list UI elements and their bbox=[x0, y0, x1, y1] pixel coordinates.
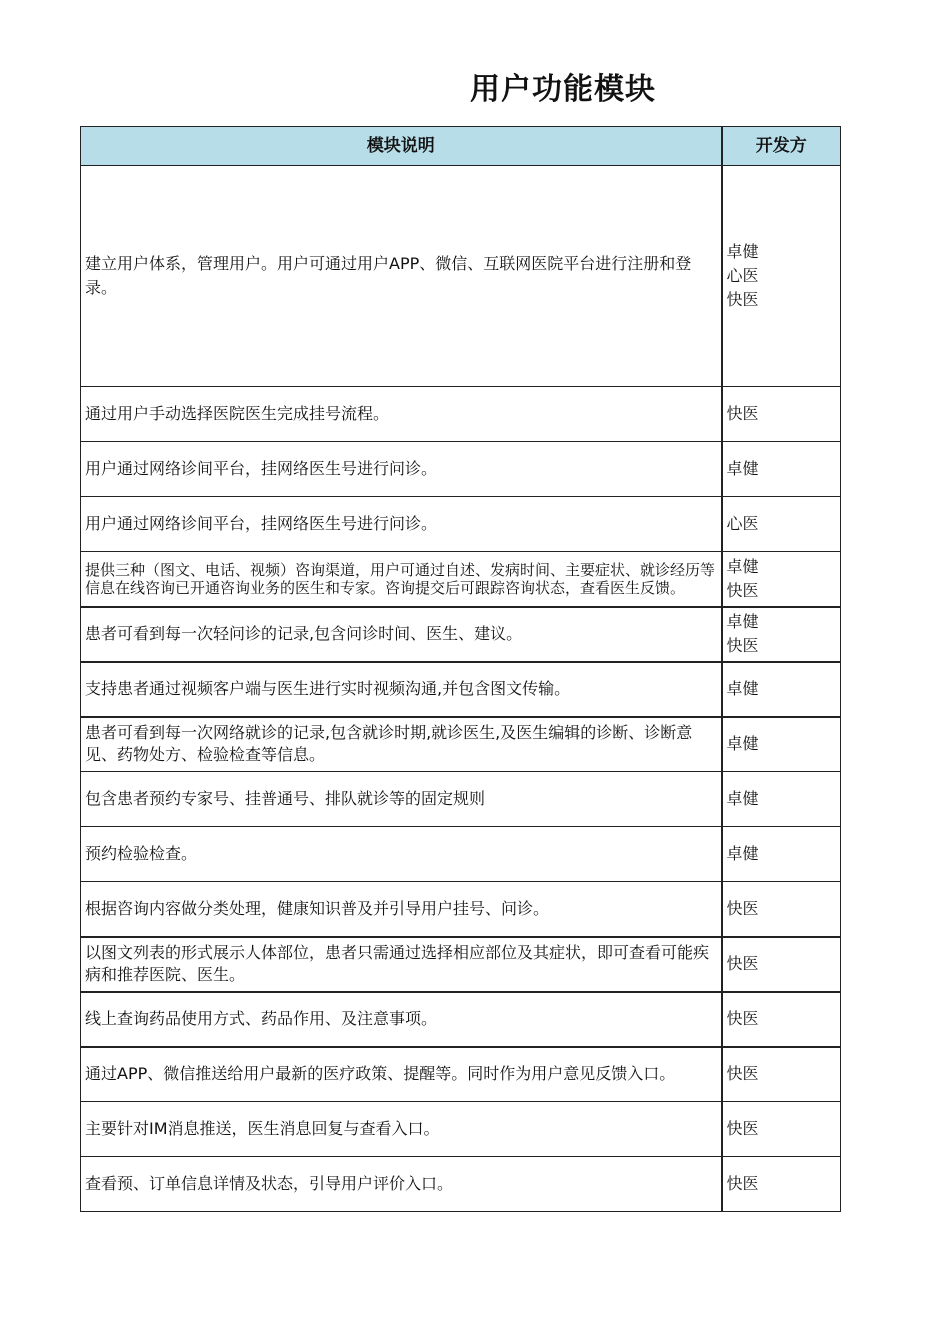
developer-name: 卓健 bbox=[726, 556, 759, 576]
table-row bbox=[81, 1157, 841, 1212]
row-description: 以图文列表的形式展示人体部位，患者只需通过选择相应部位及其症状，即可查看可能疾病和推荐医院、医生。 bbox=[81, 937, 722, 992]
row-description: 通过APP、微信推送给用户最新的医疗政策、提醒等。同时作为用户意见反馈入口。 bbox=[81, 1047, 722, 1102]
table-row bbox=[81, 497, 841, 552]
row-description: 根据咨询内容做分类处理，健康知识普及并引导用户挂号、问诊。 bbox=[81, 882, 722, 937]
table-row bbox=[81, 772, 841, 827]
developer-name: 快医 bbox=[726, 404, 759, 423]
row-developer bbox=[722, 387, 841, 442]
row-developer bbox=[722, 772, 841, 827]
row-developer bbox=[722, 497, 841, 552]
developer-name: 快医 bbox=[726, 1009, 759, 1028]
developer-name: 卓健 bbox=[726, 789, 759, 808]
developer-name: 卓健 bbox=[726, 459, 759, 478]
table-row bbox=[81, 442, 841, 497]
table-row bbox=[81, 717, 841, 772]
table-row bbox=[81, 882, 841, 937]
developer-name: 卓健 bbox=[726, 242, 759, 261]
table-row bbox=[81, 607, 841, 662]
table-row bbox=[81, 662, 841, 717]
row-description: 建立用户体系，管理用户。用户可通过用户APP、微信、互联网医院平台进行注册和登录。 bbox=[81, 166, 722, 387]
developer-name: 卓健 bbox=[726, 612, 759, 631]
row-description: 患者可看到每一次轻问诊的记录,包含问诊时间、医生、建议。 bbox=[81, 607, 722, 662]
row-description: 线上查询药品使用方式、药品作用、及注意事项。 bbox=[81, 992, 722, 1047]
developer-name: 快医 bbox=[726, 898, 759, 918]
developer-name: 卓健 bbox=[726, 679, 759, 698]
row-developer bbox=[722, 717, 841, 772]
row-developer bbox=[722, 166, 841, 387]
table-row bbox=[81, 166, 841, 387]
developer-name: 快医 bbox=[726, 1174, 759, 1193]
table-row bbox=[81, 1047, 841, 1102]
row-developer bbox=[722, 662, 841, 717]
row-description: 预约检验检查。 bbox=[81, 827, 722, 882]
developer-name: 快医 bbox=[726, 1064, 759, 1084]
row-developer bbox=[722, 827, 841, 882]
developer-name: 快医 bbox=[726, 290, 759, 309]
table-row bbox=[81, 552, 841, 607]
table-row bbox=[81, 1102, 841, 1157]
table-row bbox=[81, 827, 841, 882]
row-description: 主要针对IM消息推送，医生消息回复与查看入口。 bbox=[81, 1102, 722, 1157]
row-developer bbox=[722, 1102, 841, 1157]
row-developer bbox=[722, 552, 841, 607]
row-description: 通过用户手动选择医院医生完成挂号流程。 bbox=[81, 387, 722, 442]
table-row bbox=[81, 992, 841, 1047]
row-developer bbox=[722, 937, 841, 992]
row-developer bbox=[722, 882, 841, 937]
row-developer bbox=[722, 992, 841, 1047]
row-description: 用户通过网络诊间平台，挂网络医生号进行问诊。 bbox=[81, 442, 722, 497]
table-row bbox=[81, 387, 841, 442]
row-developer bbox=[722, 1047, 841, 1102]
page-title: 用户功能模块 bbox=[470, 72, 656, 107]
developer-name: 快医 bbox=[726, 636, 759, 655]
developer-name: 快医 bbox=[726, 954, 759, 973]
row-description: 用户通过网络诊间平台，挂网络医生号进行问诊。 bbox=[81, 497, 722, 552]
developer-name: 卓健 bbox=[726, 844, 759, 863]
developer-name: 心医 bbox=[726, 514, 759, 533]
row-description: 查看预、订单信息详情及状态，引导用户评价入口。 bbox=[81, 1157, 722, 1212]
row-developer bbox=[722, 442, 841, 497]
developer-name: 心医 bbox=[726, 266, 759, 285]
developer-name: 卓健 bbox=[726, 734, 759, 754]
table-header-row bbox=[81, 127, 841, 166]
row-description: 包含患者预约专家号、挂普通号、排队就诊等的固定规则 bbox=[81, 772, 722, 827]
developer-name: 快医 bbox=[726, 1119, 759, 1138]
module-table bbox=[80, 126, 841, 1212]
table-row bbox=[81, 937, 841, 992]
row-description: 患者可看到每一次网络就诊的记录,包含就诊时期,就诊医生,及医生编辑的诊断、诊断意见、药物处方、检验检查等信息。 bbox=[81, 717, 722, 772]
developer-name: 快医 bbox=[726, 580, 759, 600]
row-description: 提供三种（图文、电话、视频）咨询渠道，用户可通过自述、发病时间、主要症状、就诊经历等信息在线咨询已开通咨询业务的医生和专家。咨询提交后可跟踪咨询状态，查看医生反馈。 bbox=[81, 552, 722, 607]
row-description: 支持患者通过视频客户端与医生进行实时视频沟通,并包含图文传输。 bbox=[81, 662, 722, 717]
row-developer bbox=[722, 607, 841, 662]
column-header-description: 模块说明 bbox=[81, 127, 722, 166]
column-header-developer: 开发方 bbox=[722, 127, 841, 166]
row-developer bbox=[722, 1157, 841, 1212]
